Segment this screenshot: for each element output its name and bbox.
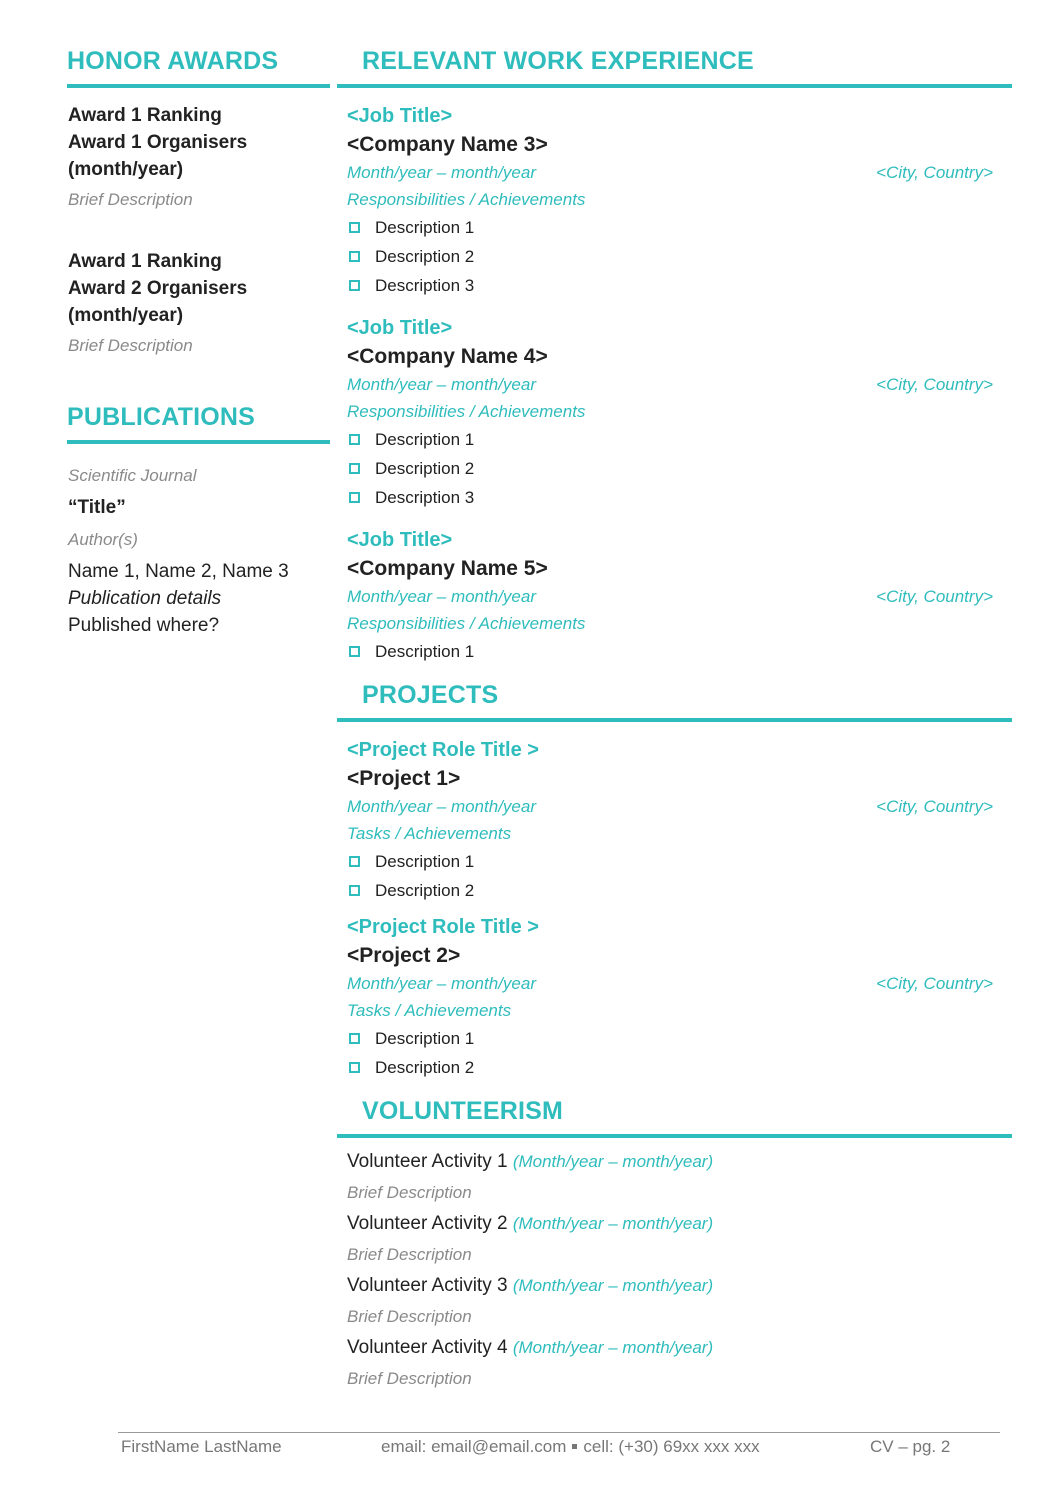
job-location: <City, Country> xyxy=(876,587,993,606)
project-location: <City, Country> xyxy=(876,797,993,816)
footer-email: email: email@email.com xyxy=(381,1437,567,1456)
job-entry xyxy=(337,526,1012,666)
volunteer-activity-dates: (Month/year – month/year) xyxy=(512,1152,714,1171)
award-organisers: Award 1 Organisers xyxy=(68,132,248,153)
job-description-list xyxy=(347,425,1012,512)
project-name: <Project 2> xyxy=(347,944,461,967)
volunteer-activity-dates: (Month/year – month/year) xyxy=(512,1214,714,1233)
publication-authors-label: Author(s) xyxy=(68,530,138,549)
volunteer-description: Brief Description xyxy=(347,1245,472,1264)
job-description-list xyxy=(347,213,1012,300)
volunteer-activity xyxy=(347,1146,1012,1177)
list-item xyxy=(347,454,1012,483)
list-item xyxy=(347,242,1012,271)
description-text: Description 1 xyxy=(375,430,475,449)
description-text: Description 2 xyxy=(375,1058,475,1077)
project-tasks-label: Tasks / Achievements xyxy=(347,1001,512,1020)
job-title: <Job Title> xyxy=(347,529,453,551)
square-bullet-icon xyxy=(349,646,360,657)
award-item xyxy=(68,102,330,212)
job-title: <Job Title> xyxy=(347,105,453,127)
job-responsibilities-label: Responsibilities / Achievements xyxy=(347,190,586,209)
project-location: <City, Country> xyxy=(876,974,993,993)
project-description-list xyxy=(347,1024,1012,1082)
job-dates: Month/year – month/year xyxy=(347,375,536,394)
project-description-list xyxy=(347,847,1012,905)
square-bullet-icon xyxy=(349,1062,360,1073)
award-date: (month/year) xyxy=(68,159,184,180)
project-dates: Month/year – month/year xyxy=(347,797,536,816)
publication-authors: Name 1, Name 2, Name 3 xyxy=(68,561,289,582)
job-description-list xyxy=(347,637,1012,666)
company-name: <Company Name 5> xyxy=(347,557,548,580)
list-item xyxy=(347,637,1012,666)
list-item xyxy=(347,847,1012,876)
job-responsibilities-label: Responsibilities / Achievements xyxy=(347,614,586,633)
page-footer xyxy=(118,1432,1000,1463)
job-dates: Month/year – month/year xyxy=(347,163,536,182)
description-text: Description 1 xyxy=(375,852,475,871)
project-role-title: <Project Role Title > xyxy=(347,916,539,938)
project-role-title: <Project Role Title > xyxy=(347,739,539,761)
list-item xyxy=(347,425,1012,454)
square-bullet-icon xyxy=(349,492,360,503)
description-text: Description 2 xyxy=(375,881,475,900)
project-name: <Project 1> xyxy=(347,767,461,790)
volunteer-description: Brief Description xyxy=(347,1183,472,1202)
volunteer-activity xyxy=(347,1332,1012,1363)
volunteer-description: Brief Description xyxy=(347,1369,472,1388)
publications-heading: PUBLICATIONS xyxy=(67,402,330,444)
job-dates: Month/year – month/year xyxy=(347,587,536,606)
project-entry xyxy=(337,913,1012,1082)
square-bullet-icon xyxy=(349,856,360,867)
volunteer-activity xyxy=(347,1270,1012,1301)
job-responsibilities-label: Responsibilities / Achievements xyxy=(347,402,586,421)
footer-name: FirstName LastName xyxy=(121,1437,282,1456)
award-item xyxy=(68,248,330,358)
list-item xyxy=(347,271,1012,300)
footer-contact xyxy=(381,1437,760,1457)
award-ranking: Award 1 Ranking xyxy=(68,105,222,126)
volunteer-activity-dates: (Month/year – month/year) xyxy=(512,1338,714,1357)
job-location: <City, Country> xyxy=(876,375,993,394)
project-tasks-label: Tasks / Achievements xyxy=(347,824,512,843)
job-entry xyxy=(337,314,1012,512)
list-item xyxy=(347,876,1012,905)
project-dates: Month/year – month/year xyxy=(347,974,536,993)
volunteer-activity-name: Volunteer Activity 3 xyxy=(347,1275,508,1296)
publication-journal: Scientific Journal xyxy=(68,466,197,485)
square-bullet-icon xyxy=(349,434,360,445)
square-bullet-icon xyxy=(349,463,360,474)
job-location: <City, Country> xyxy=(876,163,993,182)
description-text: Description 1 xyxy=(375,218,475,237)
publication-title: “Title” xyxy=(68,497,126,518)
job-entry xyxy=(337,102,1012,300)
project-entry xyxy=(337,736,1012,905)
volunteer-activity xyxy=(347,1208,1012,1239)
company-name: <Company Name 3> xyxy=(347,133,548,156)
award-organisers: Award 2 Organisers xyxy=(68,278,248,299)
footer-page-number: CV – pg. 2 xyxy=(870,1437,951,1456)
volunteer-activity-name: Volunteer Activity 2 xyxy=(347,1213,508,1234)
job-title: <Job Title> xyxy=(347,317,453,339)
award-date: (month/year) xyxy=(68,305,184,326)
list-item xyxy=(347,213,1012,242)
projects-heading: PROJECTS xyxy=(337,680,1012,722)
description-text: Description 3 xyxy=(375,488,475,507)
volunteer-activity-name: Volunteer Activity 1 xyxy=(347,1151,508,1172)
right-column xyxy=(337,46,1012,1394)
square-bullet-icon xyxy=(349,280,360,291)
square-bullet-icon xyxy=(349,885,360,896)
list-item xyxy=(347,483,1012,512)
award-description: Brief Description xyxy=(68,336,193,355)
square-bullet-icon xyxy=(349,222,360,233)
description-text: Description 1 xyxy=(375,642,475,661)
publication-item xyxy=(68,464,330,639)
volunteer-description: Brief Description xyxy=(347,1307,472,1326)
volunteerism-heading: VOLUNTEERISM xyxy=(337,1096,1012,1138)
description-text: Description 2 xyxy=(375,459,475,478)
left-column xyxy=(68,46,330,639)
separator-square-icon xyxy=(572,1444,577,1449)
volunteer-list xyxy=(337,1146,1012,1394)
volunteer-activity-name: Volunteer Activity 4 xyxy=(347,1337,508,1358)
list-item xyxy=(347,1053,1012,1082)
description-text: Description 1 xyxy=(375,1029,475,1048)
publication-venue: Published where? xyxy=(68,615,220,636)
description-text: Description 2 xyxy=(375,247,475,266)
footer-cell: cell: (+30) 69xx xxx xxx xyxy=(583,1437,760,1456)
square-bullet-icon xyxy=(349,251,360,262)
honor-awards-heading: HONOR AWARDS xyxy=(67,46,330,88)
square-bullet-icon xyxy=(349,1033,360,1044)
description-text: Description 3 xyxy=(375,276,475,295)
company-name: <Company Name 4> xyxy=(347,345,548,368)
volunteer-activity-dates: (Month/year – month/year) xyxy=(512,1276,714,1295)
work-experience-heading: RELEVANT WORK EXPERIENCE xyxy=(337,46,1012,88)
publication-details: Publication details xyxy=(68,588,222,609)
award-description: Brief Description xyxy=(68,190,193,209)
award-ranking: Award 1 Ranking xyxy=(68,251,222,272)
list-item xyxy=(347,1024,1012,1053)
